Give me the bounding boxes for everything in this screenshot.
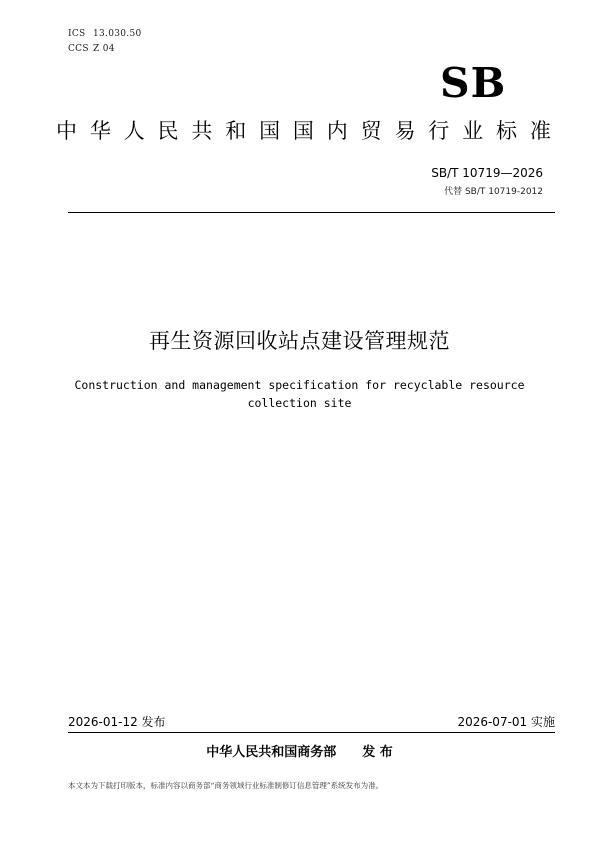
- title-en-line: collection site: [247, 396, 352, 410]
- standard-name-char: 业: [462, 119, 484, 143]
- standard-name-char: 易: [394, 119, 416, 143]
- standard-number: SB/T 10719—2026: [431, 166, 543, 180]
- ics-code: 13.030.50: [93, 29, 142, 39]
- standard-name-char: 中: [56, 119, 77, 143]
- standard-name-char: 标: [495, 119, 517, 143]
- standard-name-char: 共: [191, 119, 213, 143]
- replaces-standard: 代替 SB/T 10719-2012: [444, 187, 543, 197]
- standard-category-name: [56, 114, 551, 146]
- sb-standard-logo: SB: [440, 59, 507, 107]
- document-title-cn: 再生资源回收站点建设管理规范: [149, 329, 450, 353]
- standard-name-char: 国: [259, 119, 281, 143]
- issue-date: 2026-01-12 发布: [68, 715, 166, 729]
- standard-name-char: 和: [225, 119, 247, 143]
- ccs-code-line: [68, 44, 115, 54]
- download-footnote: 本文本为下载打印版本，标准内容以商务部“商务领域行业标准制修订信息管理”系统发布为准。: [68, 781, 384, 790]
- issuer-name: 中华人民共和国商务部: [206, 745, 337, 760]
- document-title-en: [60, 376, 539, 412]
- standard-name-char: 民: [157, 119, 179, 143]
- implementation-date: 2026-07-01 实施: [457, 715, 555, 729]
- standard-name-char: 国: [292, 119, 314, 143]
- ics-label: ICS: [68, 29, 86, 39]
- title-en-line: Construction and management specification for recyclable resource: [74, 378, 525, 392]
- issuing-authority: [0, 741, 599, 760]
- standard-name-char: 行: [428, 119, 450, 143]
- standard-name-char: 贸: [360, 119, 382, 143]
- issuer-action: 发 布: [362, 745, 393, 760]
- ccs-code: Z 04: [93, 44, 115, 54]
- top-divider: [68, 212, 555, 213]
- standard-name-char: 准: [529, 119, 551, 143]
- standard-name-char: 内: [326, 119, 348, 143]
- standard-name-char: 华: [89, 119, 111, 143]
- bottom-divider: [68, 732, 555, 733]
- standard-name-char: 人: [123, 119, 145, 143]
- ccs-label: CCS: [68, 44, 89, 54]
- ics-code-line: [68, 29, 142, 39]
